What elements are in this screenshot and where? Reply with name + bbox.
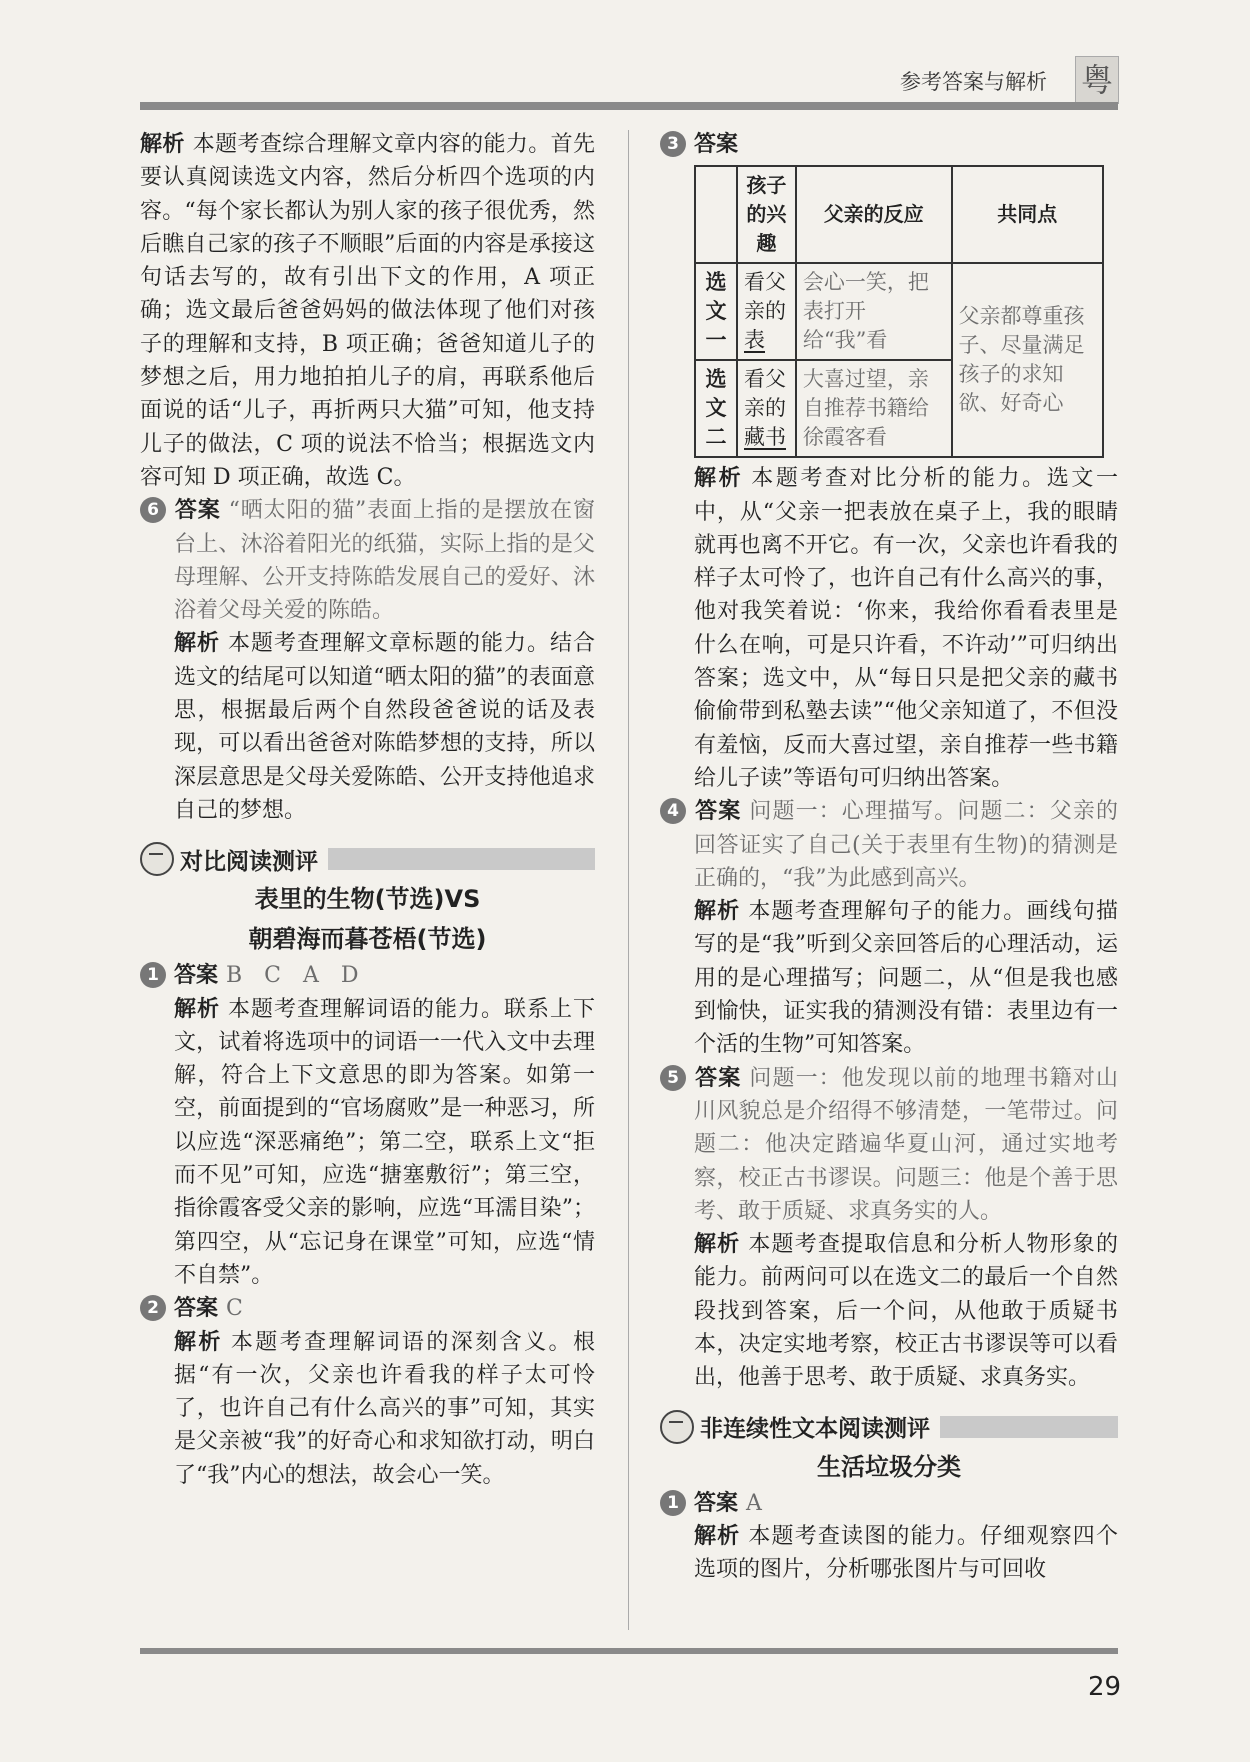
section-title: 非连续性文本阅读测评 [700,1416,930,1443]
q3-answer [660,128,1118,161]
footer-rule [140,1648,1118,1654]
question-number-badge: 5 [660,1065,686,1091]
answer-table [694,165,1104,458]
q1-answer-text: A [746,1490,762,1516]
answer-label: 答案 [694,1065,742,1091]
q4-analysis [660,895,1118,1061]
page-number: 29 [1088,1672,1122,1702]
q1-analysis-text: 本题考查理解词语的能力。联系上下文，试着将选项中的词语一一代入文中去理解，符合上下文意思的即为答案。如第一空，前面提到的“官场腐败”是一种恶习，所以应选“深恶痛绝”；第二空，联系上文“拒而不见”可知，应选“搪塞敷衍”；第三空，指徐霞客受父亲的影响，应选“耳濡目染”；第四空，从“忘记身在课堂”可知，应选“情不自禁”。 [174,996,595,1288]
answer-label: 答案 [694,1490,739,1516]
question-number-badge: 2 [140,1295,166,1321]
sub-title: 生活垃圾分类 [817,1452,961,1481]
table-cell-reaction: 会心一笑，把表打开给“我”看 [796,263,952,360]
q2-analysis [140,1326,595,1492]
analysis-label: 解析 [174,631,220,657]
q5-answer-text: 问题一：他发现以前的地理书籍对山川风貌总是介绍得不够清楚，一笔带过。问题二：他决定踏遍华夏山河，通过实地考察，校正古书谬误。问题三：他是个善于思考、敢于质疑、求真务实的人。 [694,1065,1118,1224]
q6-answer [140,494,595,627]
q4-answer-text: 问题一：心理描写。问题二：父亲的回答证实了自己(关于表里有生物)的猜测是正确的，“我”为此感到高兴。 [694,799,1118,891]
analysis-label: 解析 [174,996,220,1022]
question-number-badge: 6 [140,497,166,523]
interest-underlined: 表 [744,328,765,353]
q6-answer-text: “晒太阳的猫”表面上指的是摆放在窗台上、沐浴着阳光的纸猫，实际上指的是父母理解、公开支持陈皓发展自己的爱好、沐浴着父母关爱的陈皓。 [174,498,595,624]
q5-analysis-text: 本题考查提取信息和分析人物形象的能力。前两问可以在选文二的最后一个自然段找到答案，后一个问，从他敢于质疑书本，决定实地考察，校正古书谬误等可以看出，他善于思考、敢于质疑、求真务实。 [694,1232,1118,1391]
table-row [695,263,1103,360]
analysis-label: 解析 [140,132,185,157]
answer-label: 答案 [694,132,739,157]
table-header: 父亲的反应 [796,166,952,263]
q1-answer-text: B C A D [226,963,359,989]
reader-avatar-icon [660,1410,694,1444]
q2-answer [140,1292,595,1325]
answer-label: 答案 [174,498,221,524]
section-title: 对比阅读测评 [180,848,318,875]
table-header: 共同点 [952,166,1103,263]
header-badge: 粤 [1075,56,1119,104]
column-divider [628,130,629,1630]
table-cell-interest [737,263,796,360]
section-rule [940,1416,1118,1438]
right-column [660,128,1118,1587]
q3-analysis-text: 本题考查对比分析的能力。选文一中，从“父亲一把表放在桌子上，我的眼睛就再也离不开它。有一次，父亲也许看我的样子太可怜了，也许自己有什么高兴的事，他对我笑着说：‘你来，我给你看看表里是什么在响，可是只许看，不许动’”可归纳出答案；选文中，从“每日只是把父亲的藏书偷偷带到私塾去读”“他父亲知道了，不但没有羞恼，反而大喜过望，亲自推荐一些书籍给儿子读”等语句可归纳出答案。 [694,466,1118,791]
analysis-label: 解析 [694,1523,741,1549]
answer-label: 答案 [694,799,742,825]
table-cell-common: 父亲都尊重孩子、尽量满足孩子的求知欲、好奇心 [952,263,1103,457]
interest-text: 看父亲的 [744,367,786,421]
q1-answer [660,1487,1118,1520]
q1-analysis [140,993,595,1293]
question-number-badge: 3 [660,131,686,157]
table-header: 孩子的兴趣 [737,166,796,263]
q5-analysis [140,128,595,494]
left-column [140,128,595,1492]
sub-title-line-1: 表里的生物(节选)VS [254,885,481,914]
analysis-label: 解析 [174,1329,223,1355]
question-number-badge: 4 [660,798,686,824]
section-header-noncontinuous [660,1407,1118,1447]
section-header-comparative [140,839,595,879]
q4-answer [660,795,1118,895]
question-number-badge: 1 [140,962,166,988]
q5-answer [660,1062,1118,1228]
analysis-label: 解析 [694,1232,741,1258]
q6-analysis [140,627,595,827]
row-label: 选文二 [695,360,737,457]
q5-analysis [660,1228,1118,1394]
sub-title-line-2: 朝碧海而暮苍梧(节选) [248,925,487,954]
q1-analysis-text: 本题考查读图的能力。仔细观察四个选项的图片，分析哪张图片与可回收 [694,1523,1118,1583]
row-label: 选文一 [695,263,737,360]
q4-analysis-text: 本题考查理解句子的能力。画线句描写的是“我”听到父亲回答后的心理活动，运用的是心理描写；问题二，从“但是我也感到愉快，证实我的猜测没有错：表里边有一个活的生物”可知答案。 [694,899,1118,1058]
q3-analysis [660,462,1118,795]
reader-avatar-icon [140,842,174,876]
interest-text: 看父亲的 [744,270,786,324]
analysis-label: 解析 [694,466,744,492]
q6-analysis-text: 本题考查理解文章标题的能力。结合选文的结尾可以知道“晒太阳的猫”的表面意思，根据最后两个自然段爸爸说的话及表现，可以看出爸爸对陈皓梦想的支持，所以深层意思是父母关爱陈皓、公开支持他追求自己的梦想。 [174,631,595,823]
question-number-badge: 1 [660,1490,686,1516]
analysis-label: 解析 [694,899,741,925]
table-corner [695,166,737,263]
q2-answer-text: C [226,1296,243,1322]
table-header-row [695,166,1103,263]
answer-label: 答案 [174,963,219,989]
q1-analysis [660,1520,1118,1587]
table-cell-interest [737,360,796,457]
q5-analysis-text: 本题考查综合理解文章内容的能力。首先要认真阅读选文内容，然后分析四个选项的内容。“每个家长都认为别人家的孩子很优秀，然后瞧自己家的孩子不顺眼”后面的内容是承接这句话去写的，故有引出下文的作用，A 项正确；选文最后爸爸妈妈的做法体现了他们对孩子的理解和支持，B 项正确；爸爸知道儿子的梦想之后，用力地拍拍儿子的肩，再联系他后面说的话“儿子，再折两只大猫”可知，他支持儿子的做法，C 项的说法不恰当；根据选文内容可知 D 项正确，故选 C。 [140,132,595,490]
interest-underlined: 藏书 [744,425,786,450]
answer-label: 答案 [174,1296,219,1322]
section-rule [328,848,595,870]
table-cell-reaction: 大喜过望，亲自推荐书籍给徐霞客看 [796,360,952,457]
q2-analysis-text: 本题考查理解词语的深刻含义。根据“有一次，父亲也许看我的样子太可怜了，也许自己有什么高兴的事”可知，其实是父亲被“我”的好奇心和求知欲打动，明白了“我”内心的想法，故会心一笑。 [174,1329,595,1488]
q1-answer [140,959,595,992]
header-title: 参考答案与解析 [900,70,1047,94]
header-rule [140,102,1118,110]
